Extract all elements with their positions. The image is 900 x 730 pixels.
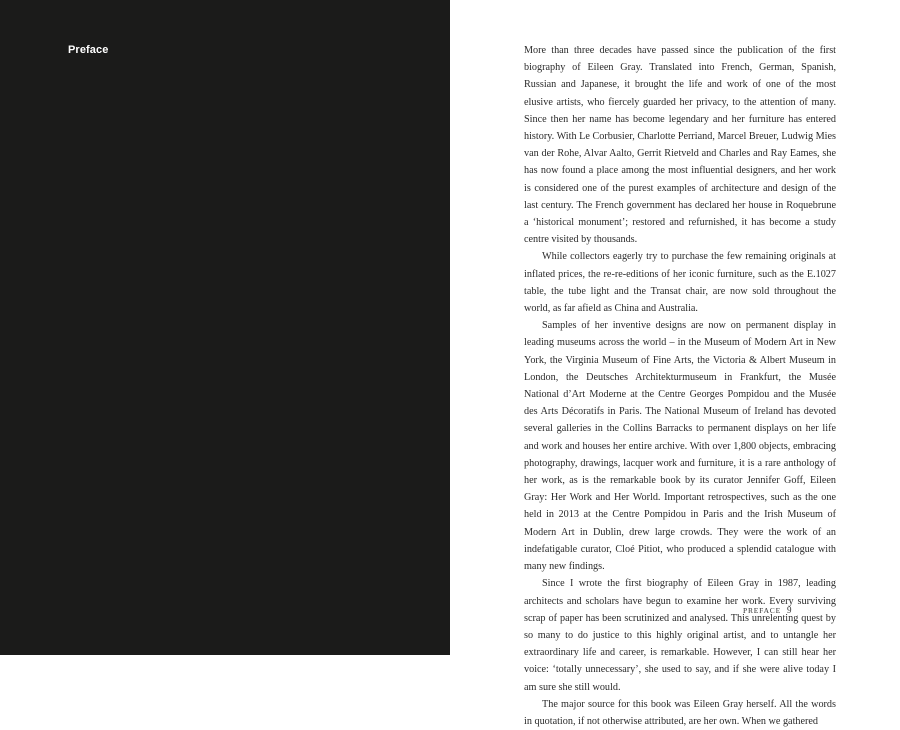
left-page: [0, 0, 450, 655]
folio-label: PREFACE: [743, 606, 781, 615]
paragraph: The major source for this book was Eileen Gray herself. All the words in quotation, if not otherwise attributed, are her own. When we gathered: [524, 698, 836, 727]
paragraph: Samples of her inventive designs are now on permanent display in leading museums across the world – in the Museum of Modern Art in New York, the Virginia Museum of Fine Arts, the Victoria & Albert Museum in London, the Deutsches Architekturmuseum in Frankfurt, the Musée National d’Art Moderne at the Centre Georges Pompidou and the Musée des Arts Décoratifs in Paris. The National Museum of Ireland has devoted several galleries in the Collins Barracks to permanent displays on her life and work and houses her entire archive. With over 1,800 objects, embracing photography, drawings, lacquer work and furniture, it is a rare anthology of her work, as is the remarkable book by its curator Jennifer Goff, Eileen Gray: Her Work and Her World. Important retrospectives, such as the one held in 2013 at the Centre Pompidou in Paris and the Irish Museum of Modern Art in Dublin, drew large crowds. They were the work of an indefatigable curator, Cloé Pitiot, who produced a splendid catalogue with many new findings.: [524, 320, 836, 573]
paragraph: While collectors eagerly try to purchase the few remaining originals at inflated prices, the re-re-editions of her iconic furniture, such as the E.1027 table, the tube light and the Transat chair, are now sold throughout the world, as far afield as China and Australia.: [524, 251, 836, 315]
section-heading: Preface: [68, 44, 109, 56]
page-number: 9: [786, 605, 792, 615]
paragraph: Since I wrote the first biography of Eileen Gray in 1987, leading architects and scholars have begun to examine her work. Every surviving scrap of paper has been scrutinized and analysed. This unrelenting quest by so many to do justice to this highly original artist, and to untangle her extraordinary life and career, is remarkable. However, I can still hear her voice: ‘totally unnecessary’, she used to say, and if she were alive today I am sure she still would.: [524, 578, 836, 693]
right-page: [450, 0, 900, 727]
paragraph: More than three decades have passed since the publication of the first biography of Eileen Gray. Translated into French, German, Spanish, Russian and Japanese, it brought the life and work of one of the most elusive artists, who fiercely guarded her privacy, to the attention of many. Since then her name has become legendary and her furniture has entered history. With Le Corbusier, Charlotte Perriand, Marcel Breuer, Ludwig Mies van der Rohe, Alvar Aalto, Gerrit Rietveld and Charles and Ray Eames, she has now found a place among the most influential designers, and her work is considered one of the purest examples of architecture and design of the last century. The French government has declared her house in Roquebrune a ‘historical monument’; restored and refurnished, it has become a study centre visited by thousands.: [524, 45, 836, 246]
body-text: [524, 42, 836, 730]
running-footer: [743, 605, 791, 615]
